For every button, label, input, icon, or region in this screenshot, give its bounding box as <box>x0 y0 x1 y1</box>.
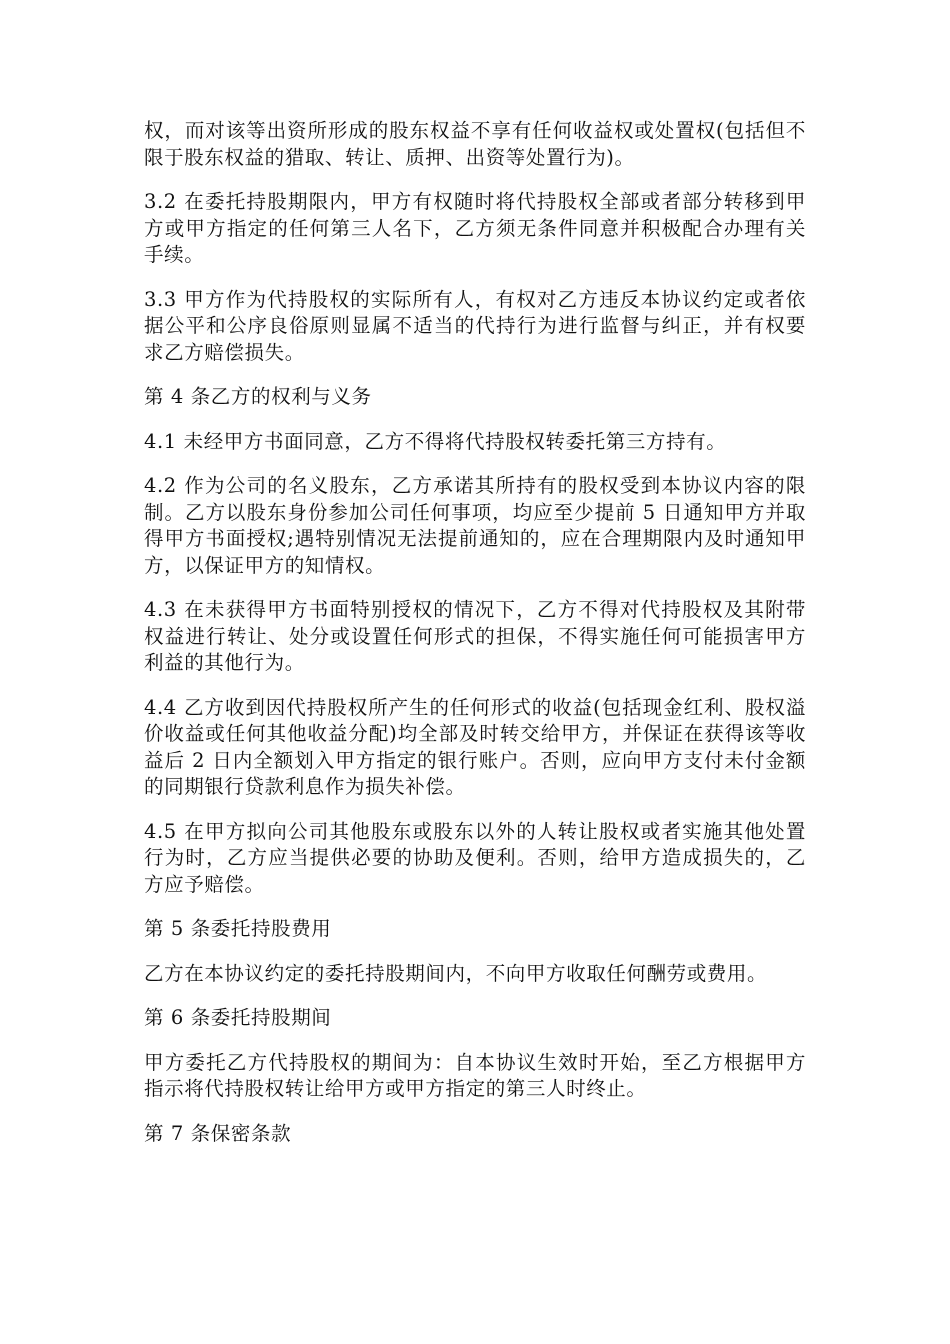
article-4-heading: 第 4 条乙方的权利与义务 <box>144 385 372 408</box>
document-page <box>144 118 806 1165</box>
clause-4-2: 4.2 作为公司的名义股东，乙方承诺其所持有的股权受到本协议内容的限制。乙方以股东身份参加公司任何事项，均应至少提前 5 日通知甲方并取得甲方书面授权;遇特别情况无法提前通知的，应在合理期限内及时通知甲方，以保证甲方的知情权。 <box>144 474 806 577</box>
article-6-body: 甲方委托乙方代持股权的期间为：自本协议生效时开始，至乙方根据甲方指示将代持股权转让给甲方或甲方指定的第三人时终止。 <box>144 1050 806 1100</box>
paragraph-rights-continued: 权，而对该等出资所形成的股东权益不享有任何收益权或处置权(包括但不限于股东权益的猎取、转让、质押、出资等处置行为)。 <box>144 119 806 169</box>
clause-4-4: 4.4 乙方收到因代持股权所产生的任何形式的收益(包括现金红利、股权溢价收益或任何其他收益分配)均全部及时转交给甲方，并保证在获得该等收益后 2 日内全额划入甲方指定的银行账户。否则，应向甲方支付未付金额的同期银行贷款利息作为损失补偿。 <box>144 695 806 798</box>
article-5-body: 乙方在本协议约定的委托持股期间内，不向甲方收取任何酬劳或费用。 <box>144 961 768 985</box>
clause-4-5: 4.5 在甲方拟向公司其他股东或股东以外的人转让股权或者实施其他处置行为时，乙方应当提供必要的协助及便利。否则，给甲方造成损失的，乙方应予赔偿。 <box>144 819 806 896</box>
clause-3-2: 3.2 在委托持股期限内，甲方有权随时将代持股权全部或者部分转移到甲方或甲方指定的任何第三人名下，乙方须无条件同意并积极配合办理有关手续。 <box>144 190 806 266</box>
article-5-heading: 第 5 条委托持股费用 <box>144 917 332 940</box>
clause-4-3: 4.3 在未获得甲方书面特别授权的情况下，乙方不得对代持股权及其附带权益进行转让、处分或设置任何形式的担保，不得实施任何可能损害甲方利益的其他行为。 <box>144 598 806 674</box>
clause-3-3: 3.3 甲方作为代持股权的实际所有人，有权对乙方违反本协议约定或者依据公平和公序良俗原则显属不适当的代持行为进行监督与纠正，并有权要求乙方赔偿损失。 <box>144 287 806 364</box>
article-6-heading: 第 6 条委托持股期间 <box>144 1006 332 1029</box>
article-7-heading: 第 7 条保密条款 <box>144 1121 292 1145</box>
clause-4-1: 4.1 未经甲方书面同意，乙方不得将代持股权转委托第三方持有。 <box>144 429 727 453</box>
